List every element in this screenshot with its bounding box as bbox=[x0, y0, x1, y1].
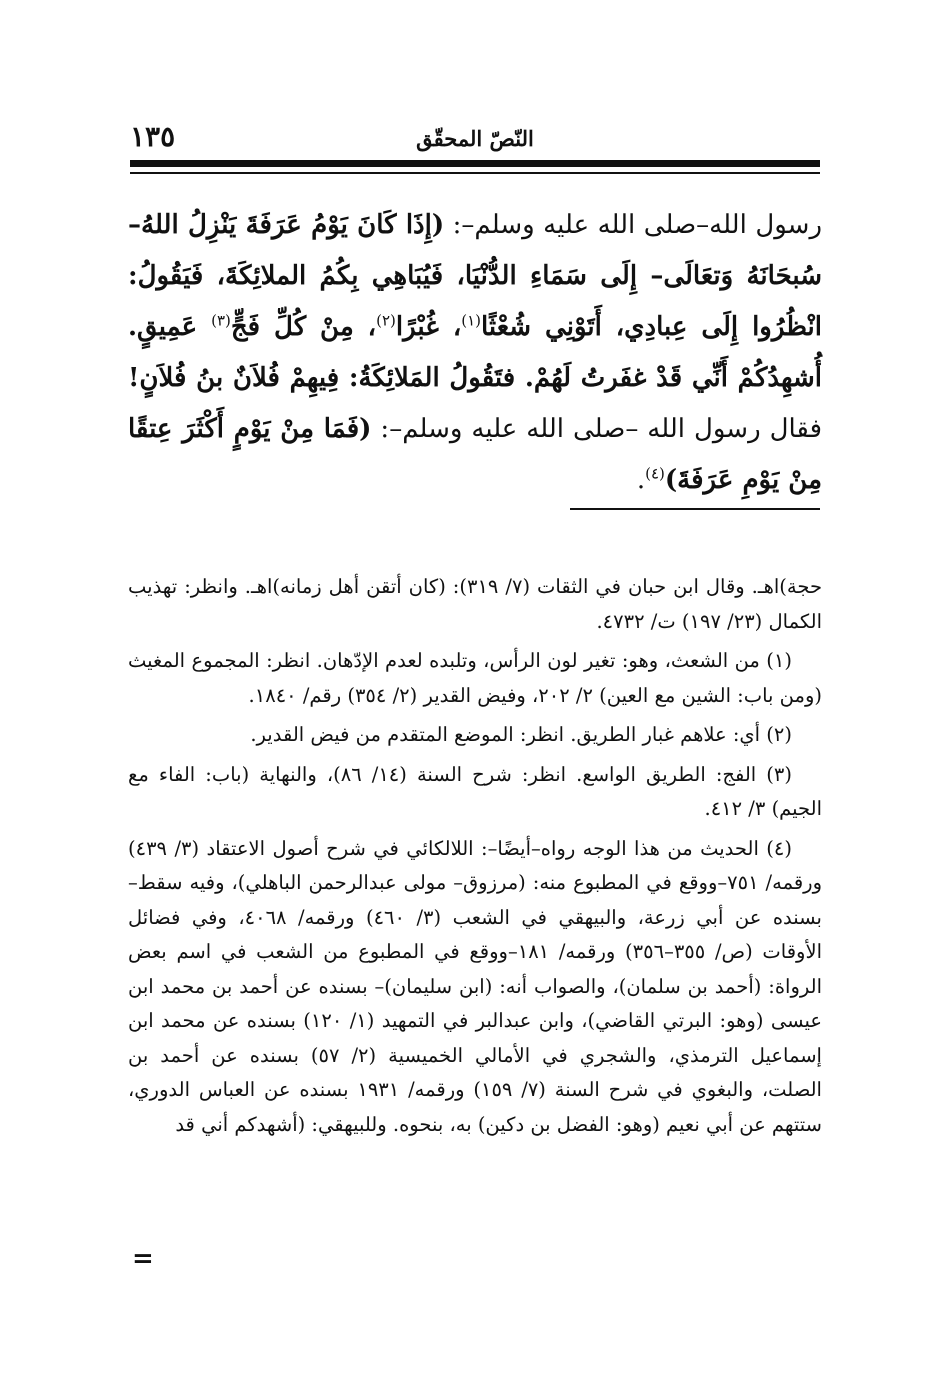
continuation-mark: = bbox=[132, 1244, 154, 1274]
hadith-text-4: عَمِيقٍ. أُشهِدُكُمْ أَنِّي قَدْ غفَرتُ لَهُمْ. فتَقُولُ المَلائِكَةُ: فِيهِمْ فُلاَنٌ بنُ فُلاَنٍ! bbox=[128, 312, 822, 393]
footnote-carry-over: حجة)اهـ. وقال ابن حبان في الثقات (٧/ ٣١٩): (كان أتقن أهل زمانه)اهـ. وانظر: تهذيب الكمال (٢٣/ ١٩٧) ت/ ٤٧٣٢. bbox=[128, 575, 822, 633]
hadith-text-1: (إِذَا كَانَ يَوْمُ عَرَفَةَ يَنْزِلُ اللهُ–سُبحَانَهُ وَتعَالَى– إِلَى سَمَاءِ الدُّنْيَا، فَيُبَاهِي بِكُمُ الملائِكَةَ، فَيَقُولُ: انْظُرُوا إِلَى عِبادِي، أَتَوْنِي شُعْثًا bbox=[128, 210, 822, 342]
running-title: النّصّ المحقّق bbox=[416, 126, 534, 151]
hadith-text-5: (فَمَا مِنْ يَوْمٍ أَكْثَرَ عِتقًا مِنْ يَوْمِ عَرَفَةَ) bbox=[128, 414, 822, 495]
narration-text: فقال رسول الله –صلى الله عليه وسلم–: bbox=[371, 414, 822, 444]
header-rule-thin bbox=[130, 172, 820, 174]
header-rule-thick bbox=[130, 160, 820, 167]
main-paragraph bbox=[128, 200, 822, 506]
footnote-ref-3[interactable]: (٣) bbox=[211, 311, 231, 330]
footnote-separator bbox=[570, 508, 820, 510]
page-header bbox=[130, 112, 820, 160]
hadith-text-2: ، غُبْرًا bbox=[395, 312, 462, 342]
intro-text: رسول الله–صلى الله عليه وسلم–: bbox=[444, 210, 822, 240]
footnote-4: (٤) الحديث من هذا الوجه رواه–أيضًا–: اللالكائي في شرح أصول الاعتقاد (٣/ ٤٣٩) ورقمه/ ٧٥١–ووقع في المطبوع منه: (مرزوق– مولى عبدالرحمن الباهلي)، وفيه سقط– بسنده عن أبي زرعة، والبيهقي في الشعب (٣/ ٤٦٠) ورقمه/ ٤٠٦٨، وفي فضائل الأوقات (ص/ ٣٥٥–٣٥٦) ورقمه/ ١٨١–ووقع في المطبوع من الشعب في اسم بعض الرواة: (أحمد بن سلمان)، والصواب أنه: (ابن سليمان)– بسنده عن أحمد بن محمد ابن عيسى (وهو: البرتي القاضي)، وابن عبدالبر في التمهيد (١/ ١٢٠) بسنده عن محمد ابن إسماعيل الترمذي، والشجري في الأمالي الخميسية (٢/ ٥٧) بسنده عن أحمد بن الصلت، والبغوي في شرح السنة (٧/ ١٥٩) ورقمه/ ١٩٣١ بسنده عن العباس الدوري، ستتهم عن أبي نعيم (وهو: الفضل بن دكين) به، بنحوه. وللبيهقي: (أشهدكم أني قد bbox=[128, 836, 822, 1136]
footnote-ref-2[interactable]: (٢) bbox=[376, 311, 396, 330]
footnote-3: (٣) الفج: الطريق الواسع. انظر: شرح السنة (١٤/ ٨٦)، والنهاية (باب: الفاء مع الجيم) ٣/ ٤١٢. bbox=[128, 762, 822, 820]
page-number: ١٣٥ bbox=[130, 120, 176, 153]
main-text bbox=[128, 200, 822, 506]
footnote-ref-1[interactable]: (١) bbox=[461, 311, 481, 330]
footnotes bbox=[128, 570, 822, 1147]
footnote-2: (٢) أي: علاهم غبار الطريق. انظر: الموضع المتقدم من فيض القدير. bbox=[250, 723, 792, 746]
footnote-1: (١) من الشعث، وهو: تغير لون الرأس، وتلبده لعدم الإدّهان. انظر: المجموع المغيث (ومن باب: الشين مع العين) ٢/ ٢٠٢، وفيض القدير (٢/ ٣٥٤) رقم/ ١٨٤٠. bbox=[128, 649, 822, 707]
footnote-ref-4[interactable]: (٤) bbox=[645, 464, 665, 483]
hadith-text-3: ، مِنْ كُلِّ فَجٍّ bbox=[230, 312, 377, 342]
end-punctuation: . bbox=[636, 465, 646, 495]
